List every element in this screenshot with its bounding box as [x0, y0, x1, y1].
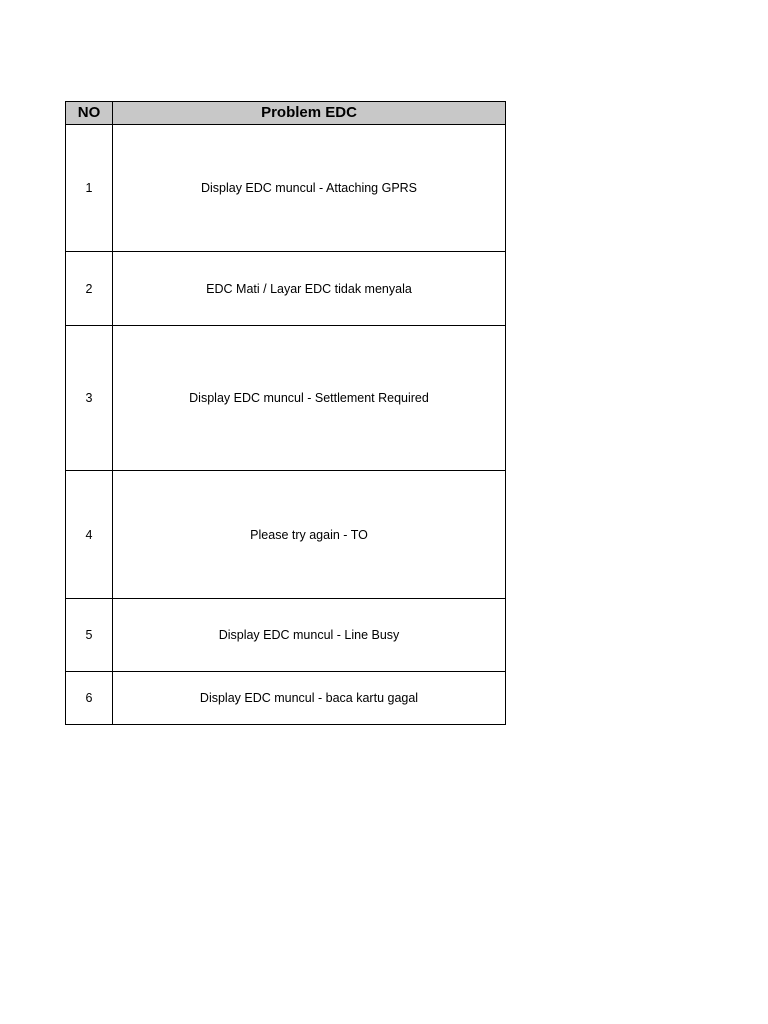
table-row	[66, 672, 506, 725]
row-number: 4	[66, 471, 113, 599]
problem-table	[65, 101, 506, 725]
row-number: 1	[66, 125, 113, 252]
spreadsheet-page	[65, 101, 505, 725]
row-number: 5	[66, 599, 113, 672]
table-row	[66, 471, 506, 599]
problem-cell: Display EDC muncul - Attaching GPRS	[113, 125, 506, 252]
problem-cell: Display EDC muncul - baca kartu gagal	[113, 672, 506, 725]
table-row	[66, 599, 506, 672]
table-row	[66, 326, 506, 471]
row-number: 3	[66, 326, 113, 471]
problem-cell: Display EDC muncul - Line Busy	[113, 599, 506, 672]
problem-cell: Display EDC muncul - Settlement Required	[113, 326, 506, 471]
table-row	[66, 125, 506, 252]
problem-cell: EDC Mati / Layar EDC tidak menyala	[113, 252, 506, 326]
header-no: NO	[66, 102, 113, 125]
problem-cell: Please try again - TO	[113, 471, 506, 599]
row-number: 6	[66, 672, 113, 725]
header-row	[66, 102, 506, 125]
table-row	[66, 252, 506, 326]
row-number: 2	[66, 252, 113, 326]
header-problem: Problem EDC	[113, 102, 506, 125]
